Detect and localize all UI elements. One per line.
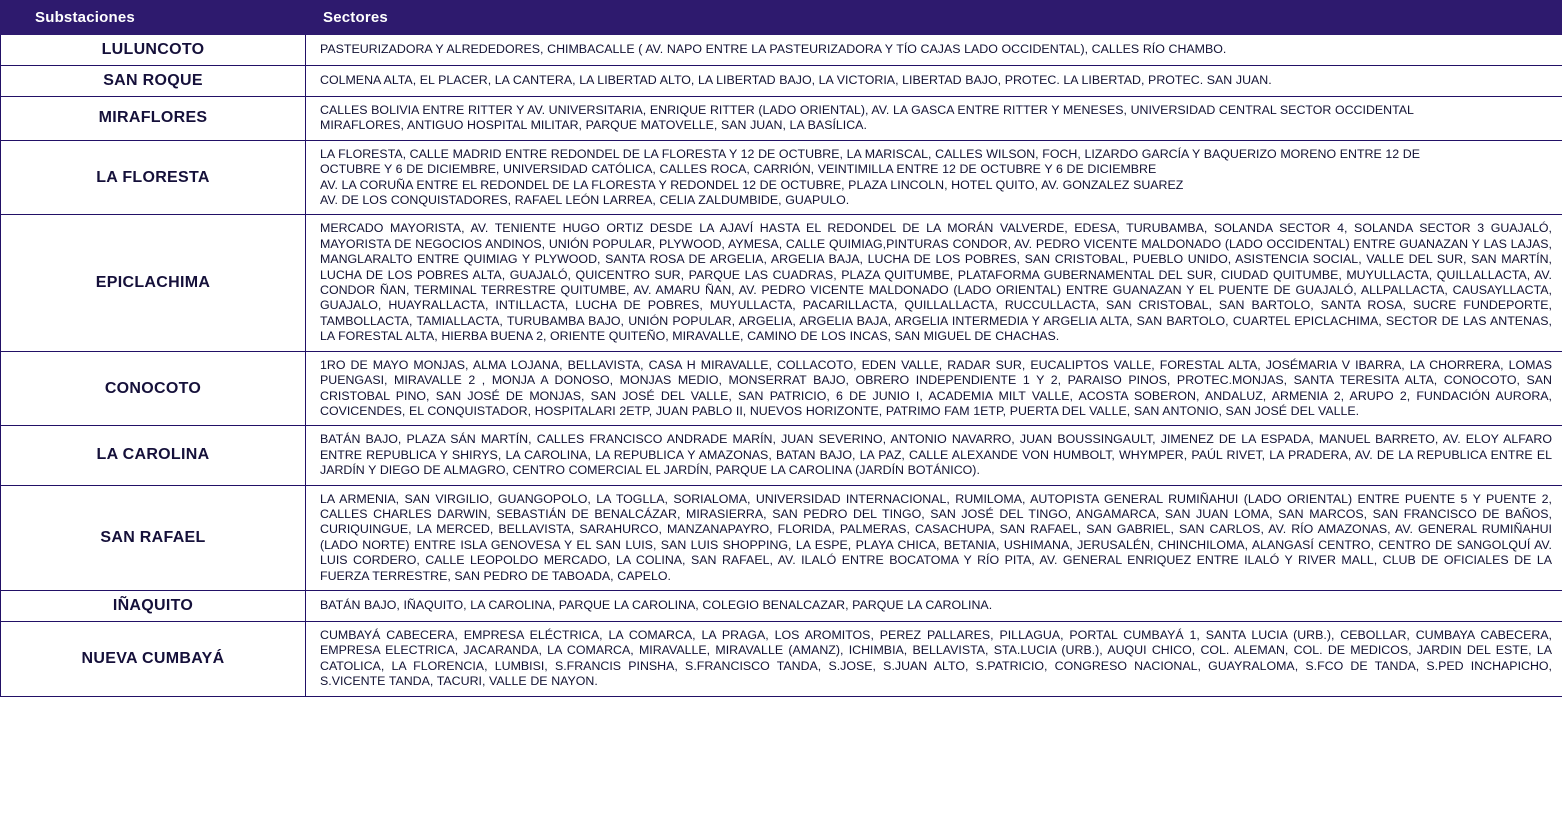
substation-name: LA FLORESTA bbox=[1, 140, 306, 215]
table-row bbox=[1, 35, 1562, 66]
sectors-line: CALLES BOLIVIA ENTRE RITTER Y AV. UNIVERSITARIA, ENRIQUE RITTER (LADO ORIENTAL), AV. LA GASCA ENTRE RITTER Y MENESES, UNIVERSIDAD CENTRAL SECTOR OCCIDENTAL bbox=[320, 103, 1414, 117]
sectors-list bbox=[306, 485, 1562, 590]
sectors-line: CUMBAYÁ CABECERA, EMPRESA ELÉCTRICA, LA COMARCA, LA PRAGA, LOS AROMITOS, PEREZ PALLARES, PILLAGUA, PORTAL CUMBAYÁ 1, SANTA LUCIA (URB.), CEBOLLAR, CUMBAYA CABECERA, EMPRESA ELECTRICA, JACARANDA, LA COMARCA, MIRAVALLE, MIRAVALLE (AMANZ), ICHIMBIA, BELLAVISTA, STA.LUCIA (URB.), AUQUI CHICO, COL. ALEMAN, COL. DE MEDICOS, JARDIN DEL ESTE, LA CATOLICA, LA FLORENCIA, LUMBISI, S.FRANCIS PINSHA, S.FRANCISCO TANDA, S.JOSE, S.JUAN ALTO, S.PATRICIO, CONGRESO NACIONAL, GUAYRALOMA, S.FCO DE TANDA, S.PED INCHAPICHO, S.VICENTE TANDA, TACURI, VALLE DE NAYON. bbox=[320, 627, 1552, 689]
table-row bbox=[1, 485, 1562, 590]
sectors-line: LA ARMENIA, SAN VIRGILIO, GUANGOPOLO, LA TOGLLA, SORIALOMA, UNIVERSIDAD INTERNACIONAL, RUMILOMA, AUTOPISTA GENERAL RUMIÑAHUI (LADO ORIENTAL) ENTRE PUENTE 5 Y PUENTE 2, CALLES CHARLES DARWIN, SEBASTIÁN DE BENALCÁZAR, MIRASIERRA, SAN PEDRO DEL TINGO, SAN JOSÉ DEL TINGO, ANGAMARCA, SAN JUAN LOMA, SAN MARCOS, SAN FRANCISCO DE BAÑOS, CURIQUINGUE, LA MERCED, BELLAVISTA, SARAHURCO, MANZANAPAYRO, FLORIDA, PALMERAS, CASACHUPA, SAN RAFAEL, SAN GABRIEL, SAN CARLOS, AV. RÍO AMAZONAS, AV. GENERAL RUMIÑAHUI (LADO NORTE) ENTRE ISLA GENOVESA Y EL SAN LUIS, SAN LUIS SHOPPING, LA ESPE, PLAYA CHICA, BETANIA, USHIMANA, JERUSALÉN, CHINCHILOMA, ALANGASÍ CENTRO, CENTRO DE SANGOLQUÍ AV. LUIS CORDERO, CALLE LEOPOLDO MERCADO, LA COLINA, SAN RAFAEL, AV. ILALÓ ENTRE BOCATOMA Y RÍO PITA, AV. GENERAL ENRIQUEZ ENTRE ILALÓ Y RIVER MALL, CLUB DE OFICIALES DE LA FUERZA TERRESTRE, SAN PEDRO DE TABOADA, CAPELO. bbox=[320, 491, 1552, 583]
table-row bbox=[1, 590, 1562, 621]
sectors-line: COLMENA ALTA, EL PLACER, LA CANTERA, LA LIBERTAD ALTO, LA LIBERTAD BAJO, LA VICTORIA, LIBERTAD BAJO, PROTEC. LA LIBERTAD, PROTEC. SAN JUAN. bbox=[320, 73, 1272, 88]
sectors-line: AV. DE LOS CONQUISTADORES, RAFAEL LEÓN LARREA, CELIA ZALDUMBIDE, GUAPULO. bbox=[320, 193, 850, 208]
substation-name: LA CAROLINA bbox=[1, 426, 306, 485]
sectors-list bbox=[306, 97, 1562, 141]
sectors-list bbox=[306, 426, 1562, 485]
table-row bbox=[1, 97, 1562, 141]
sectors-line: BATÁN BAJO, IÑAQUITO, LA CAROLINA, PARQUE LA CAROLINA, COLEGIO BENALCAZAR, PARQUE LA CAROLINA. bbox=[320, 598, 993, 613]
substation-name: EPICLACHIMA bbox=[1, 215, 306, 351]
sectors-line: 1RO DE MAYO MONJAS, ALMA LOJANA, BELLAVISTA, CASA H MIRAVALLE, COLLACOTO, EDEN VALLE, RADAR SUR, EUCALIPTOS VALLE, FORESTAL ALTA, JOSÉMARIA V IBARRA, LA CHORRERA, LOMAS PUENGASI, MIRAVALLE 2 , MONJA A DONOSO, MONJAS MEDIO, MONSERRAT BAJO, OBRERO INDEPENDIENTE 1 Y 2, PARAISO PINOS, PROTEC.MONJAS, SANTA TERESITA ALTA, CONOCOTO, SAN CRISTOBAL PINO, SAN JOSÉ DE MONJAS, SAN JOSÉ DEL VALLE, SAN PATRICIO, 6 DE JUNIO I, ACADEMIA MILT VALLE, ACOSTA SOBERON, ANDALUZ, ARMENIA 2, ARUPO 2, FUNDACIÓN AURORA, COVICENDES, EL CONQUISTADOR, HOSPITALARI 2ETP, JUAN PABLO II, NUEVOS HORIZONTE, PATRIMO FAM 1ETP, PUERTA DEL VALLE, SAN ANTONIO, SAN JOSÉ DEL VALLE. bbox=[320, 357, 1552, 418]
sectors-list bbox=[306, 621, 1562, 696]
sectors-line: MERCADO MAYORISTA, AV. TENIENTE HUGO ORTIZ DESDE LA AJAVÍ HASTA EL REDONDEL DE LA MORÁN VALVERDE, EDESA, TURUBAMBA, SOLANDA SECTOR 4, SOLANDA SECTOR 3 GUAJALÓ, MAYORISTA DE NEGOCIOS ANDINOS, UNIÓN POPULAR, PLYWOOD, AYMESA, CALLE QUIMIAG,PINTURAS CONDOR, AV. PEDRO VICENTE MALDONADO (LADO OCCIDENTAL) ENTRE GUANAZAN Y LAS LAJAS, MANGLARALTO ENTRE QUIMIAG Y PLYWOOD, SANTA ROSA DE ARGELIA, ARGELIA BAJA, LUCHA DE LOS POBRES, SAN CRISTOBAL, PUEBLO UNIDO, ASISTENCIA SOCIAL, VALLE DEL SUR, SAN MARTÍN, LUCHA DE LOS POBRES ALTA, GUAJALÓ, QUICENTRO SUR, PARQUE LAS CUADRAS, PLAZA QUITUMBE, PLATAFORMA GUBERNAMENTAL DEL SUR, CIUDAD QUITUMBE, MUYULLACTA, QUILLALLACTA, AV. CONDOR ÑAN, TERMINAL TERRESTRE QUITUMBE, AV. AMARU ÑAN, AV. PEDRO VICENTE MALDONADO (LADO ORIENTAL) ENTRE GUANAZAN Y EL PUENTE DE GUAJALÓ, ALLPALLACTA, CAUSAYLLACTA, GUAJALO, HUAYRALLACTA, INTILLACTA, LUCHA DE POBRES, MUYULLACTA, PACARILLACTA, QUILLALLACTA, RUCCULLACTA, SAN CRISTOBAL, SAN BARTOLO, SANTA ROSA, SUCRE FUNDEPORTE, TAMBOLLACTA, TAMIALLACTA, TURUBAMBA BAJO, UNIÓN POPULAR, ARGELIA, ARGELIA BAJA, ARGELIA INTERMEDIA Y ARGELIA ALTA, SAN BARTOLO, CUARTEL EPICLACHIMA, SECTOR DE LAS ANTENAS, LA FORESTAL ALTA, HIERBA BUENA 2, ORIENTE QUITEÑO, MIRAVALLE, CAMINO DE LOS INCAS, SAN MIGUEL DE CHACHAS. bbox=[320, 221, 1552, 344]
sectors-line: LA FLORESTA, CALLE MADRID ENTRE REDONDEL DE LA FLORESTA Y 12 DE OCTUBRE, LA MARISCAL, CALLES WILSON, FOCH, LIZARDO GARCÍA Y BAQUERIZO MORENO ENTRE 12 DE bbox=[320, 146, 1421, 161]
table-body bbox=[1, 35, 1562, 697]
sectors-list bbox=[306, 35, 1562, 66]
sectors-line: MIRAFLORES, ANTIGUO HOSPITAL MILITAR, PARQUE MATOVELLE, SAN JUAN, LA BASÍLICA. bbox=[320, 118, 867, 133]
sectors-list bbox=[306, 140, 1562, 215]
substation-name: LULUNCOTO bbox=[1, 35, 306, 66]
sectors-line: OCTUBRE Y 6 DE DICIEMBRE, UNIVERSIDAD CATÓLICA, CALLES ROCA, CARRIÓN, VEINTIMILLA ENTRE 12 DE OCTUBRE Y 6 DE DICIEMBRE bbox=[320, 162, 1157, 177]
column-header-sectors: Sectores bbox=[306, 1, 1562, 35]
substation-name: SAN RAFAEL bbox=[1, 485, 306, 590]
table-header bbox=[1, 1, 1562, 35]
substation-name: IÑAQUITO bbox=[1, 590, 306, 621]
table-row bbox=[1, 426, 1562, 485]
table-row bbox=[1, 351, 1562, 426]
substation-name: NUEVA CUMBAYÁ bbox=[1, 621, 306, 696]
sectors-line: PASTEURIZADORA Y ALREDEDORES, CHIMBACALLE ( AV. NAPO ENTRE LA PASTEURIZADORA Y TÍO CAJAS LADO OCCIDENTAL), CALLES RÍO CHAMBO. bbox=[320, 42, 1227, 57]
sectors-list bbox=[306, 215, 1562, 351]
table-header-row bbox=[1, 1, 1562, 35]
table-row bbox=[1, 140, 1562, 215]
sectors-line: AV. LA CORUÑA ENTRE EL REDONDEL DE LA FLORESTA Y REDONDEL 12 DE OCTUBRE, PLAZA LINCOLN, HOTEL QUITO, AV. GONZALEZ SUAREZ bbox=[320, 177, 1184, 192]
table-row bbox=[1, 215, 1562, 351]
sectors-list bbox=[306, 590, 1562, 621]
sectors-list bbox=[306, 351, 1562, 426]
table-row bbox=[1, 621, 1562, 696]
column-header-substations: Substaciones bbox=[1, 1, 306, 35]
substation-name: CONOCOTO bbox=[1, 351, 306, 426]
substation-name: SAN ROQUE bbox=[1, 66, 306, 97]
sectors-line: BATÁN BAJO, PLAZA SÁN MARTÍN, CALLES FRANCISCO ANDRADE MARÍN, JUAN SEVERINO, ANTONIO NAVARRO, JUAN BOUSSINGAULT, JIMENEZ DE LA ESPADA, MANUEL BARRETO, AV. ELOY ALFARO ENTRE REPUBLICA Y SHIRYS, LA CAROLINA, LA REPUBLICA Y AMAZONAS, BATAN BAJO, LA PAZ, CALLE ALEXANDE VON HUMBOLT, WHYMPER, PAÚL RIVET, LA PRADERA, AV. DE LA REPUBLICA ENTRE EL JARDÍN Y DIEGO DE ALMAGRO, CENTRO COMERCIAL EL JARDÍN, PARQUE LA CAROLINA (JARDÍN BOTÁNICO). bbox=[320, 432, 1552, 478]
sectors-list bbox=[306, 66, 1562, 97]
table-row bbox=[1, 66, 1562, 97]
substation-name: MIRAFLORES bbox=[1, 97, 306, 141]
